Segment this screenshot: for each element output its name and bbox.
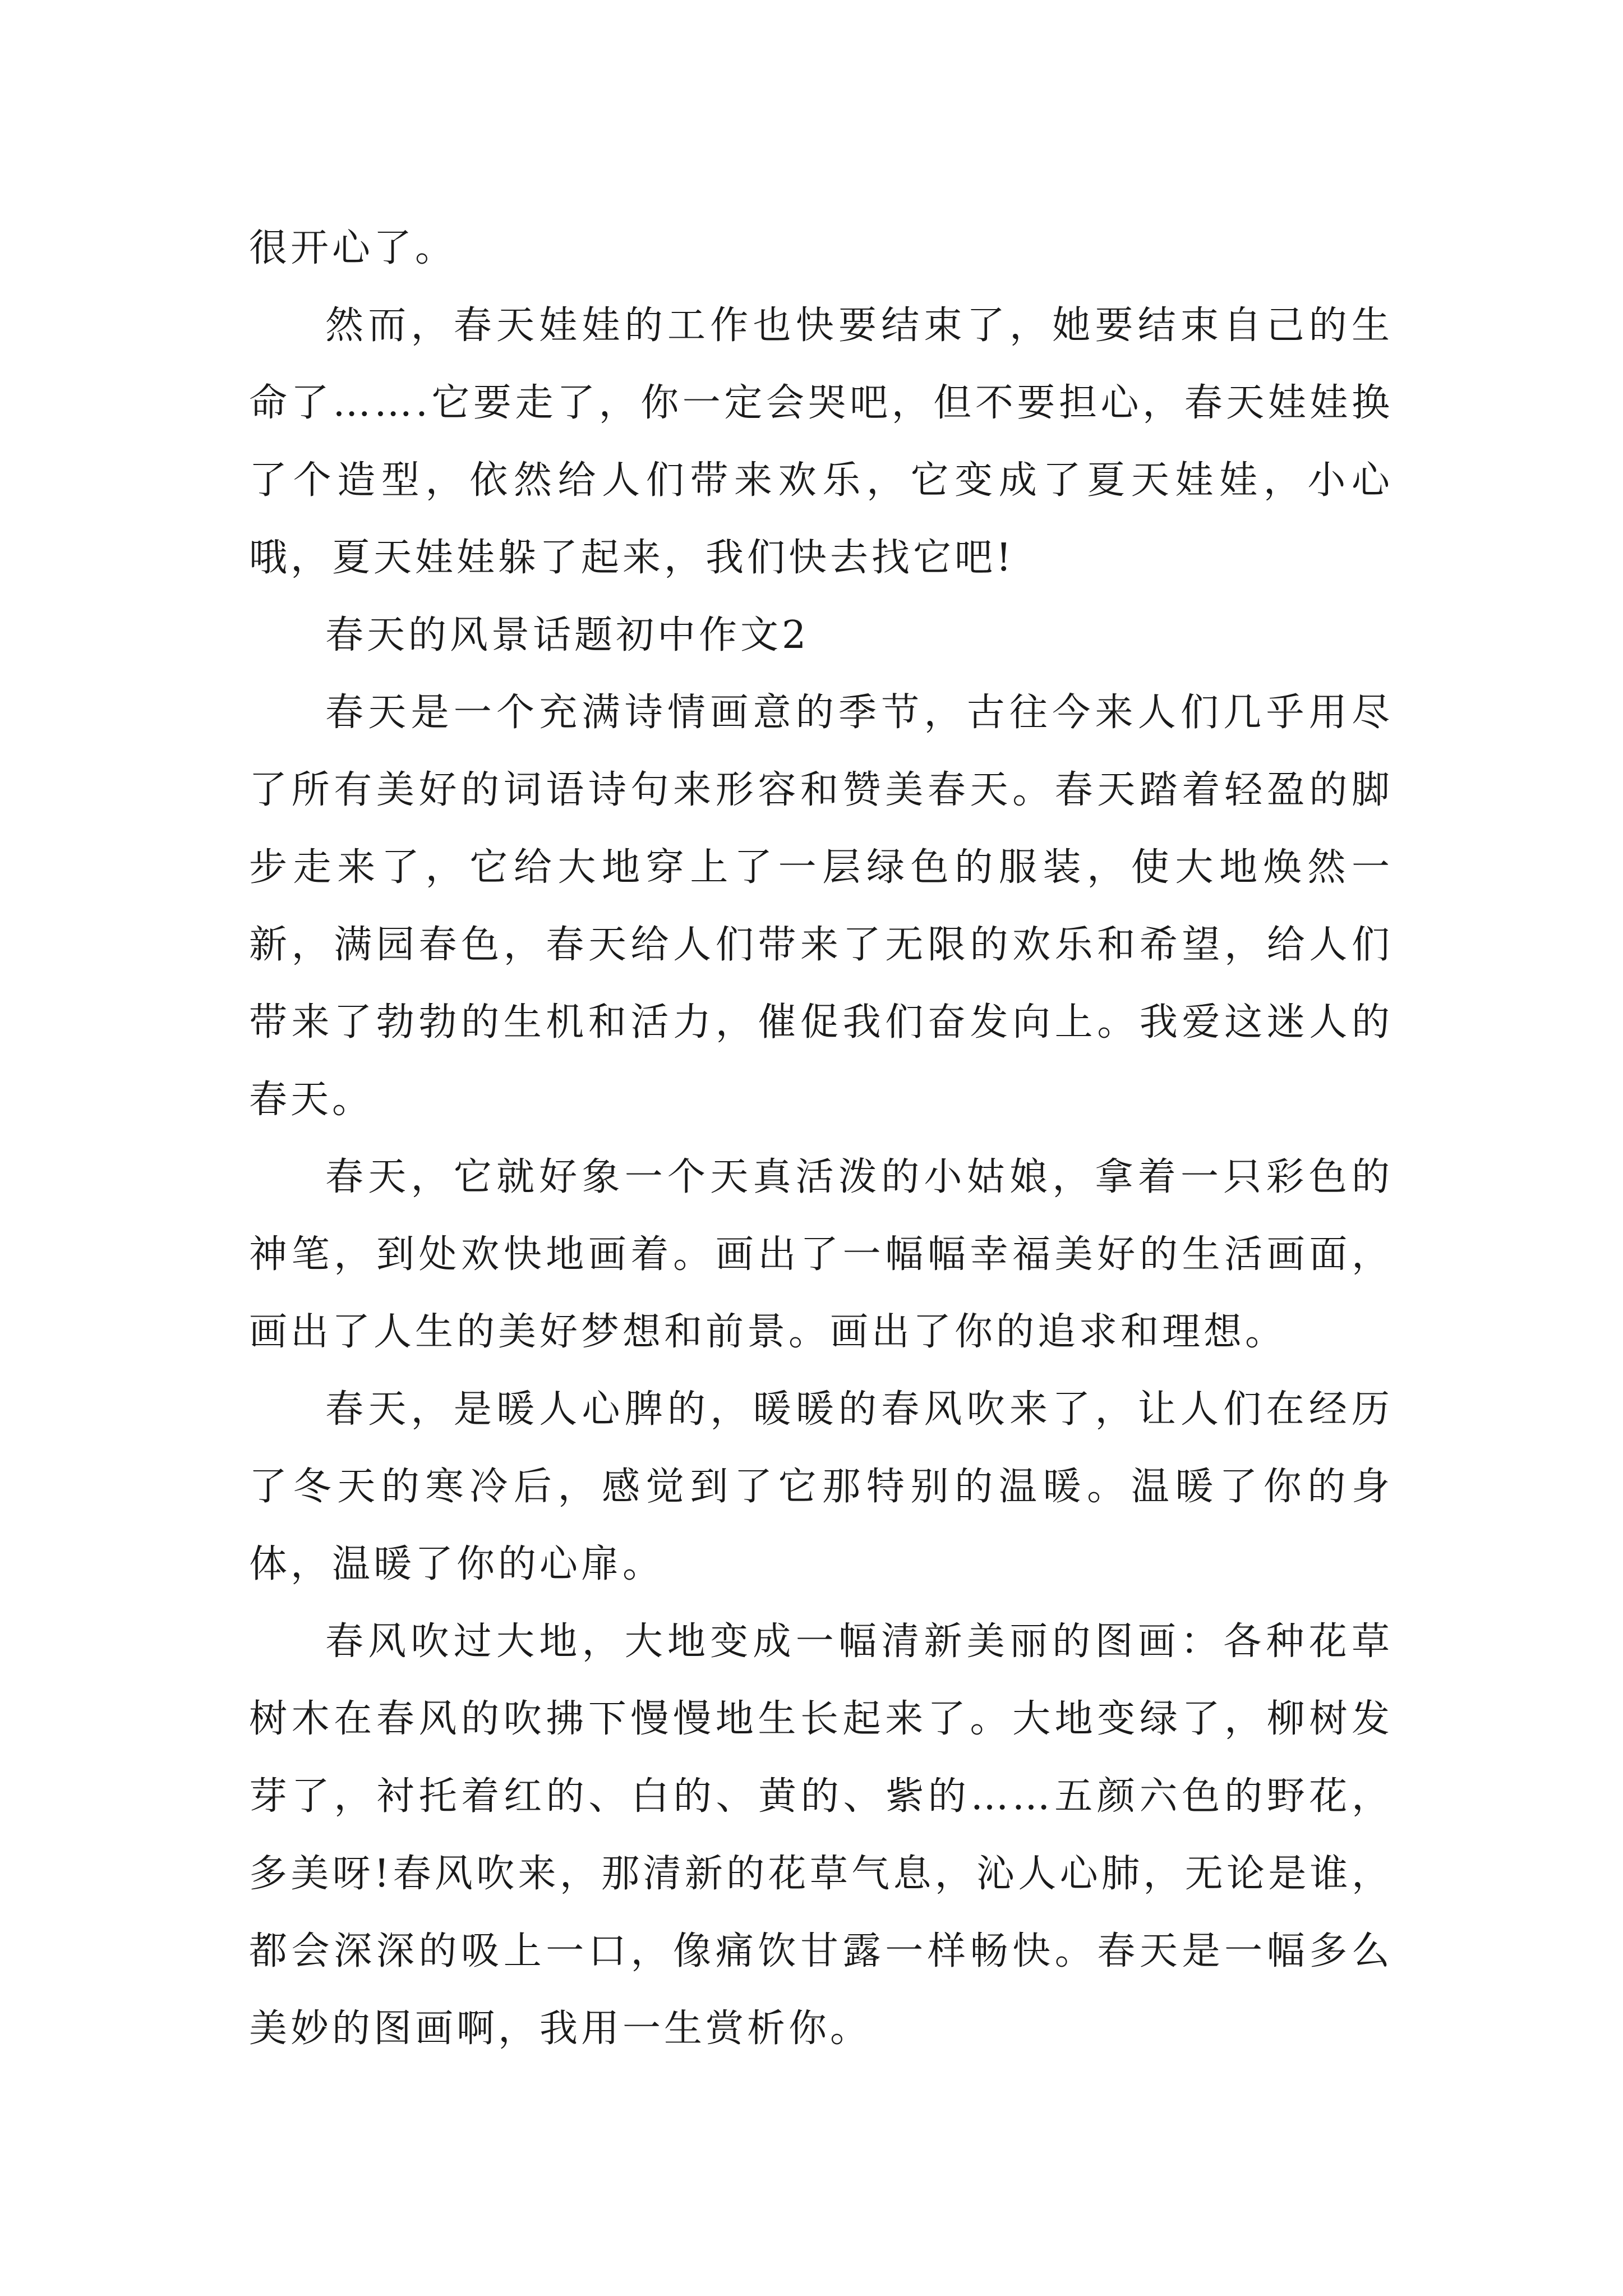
- document-body: [249, 210, 1393, 2068]
- paragraph-spring-poetic-season: 春天是一个充满诗情画意的季节，古往今来人们几乎用尽了所有美好的词语诗句来形容和赞美春天。春天踏着轻盈的脚步走来了，它给大地穿上了一层绿色的服装，使大地焕然一新，满园春色，春天给人们带来了无限的欢乐和希望，给人们带来了勃勃的生机和活力，催促我们奋发向上。我爱这迷人的春天。: [249, 691, 1393, 1122]
- paragraph-spring-breeze: 春风吹过大地，大地变成一幅清新美丽的图画：各种花草树木在春风的吹拂下慢慢地生长起来了。大地变绿了，柳树发芽了，衬托着红的、白的、黄的、紫的……五颜六色的野花，多美呀!春风吹来，那清新的花草气息，沁人心肺，无论是谁，都会深深的吸上一口，像痛饮甘露一样畅快。春天是一幅多么美妙的图画啊，我用一生赏析你。: [249, 1619, 1393, 2051]
- paragraph-spring-little-girl: 春天，它就好象一个天真活泼的小姑娘，拿着一只彩色的神笔，到处欢快地画着。画出了一幅幅幸福美好的生活画面，画出了人生的美好梦想和前景。画出了你的追求和理想。: [249, 1155, 1393, 1354]
- paragraph-continuation: 很开心了。: [249, 226, 457, 270]
- paragraph-spring-doll-ending: 然而，春天娃娃的工作也快要结束了，她要结束自己的生命了…….它要走了，你一定会哭吧，但不要担心，春天娃娃换了个造型，依然给人们带来欢乐，它变成了夏天娃娃，小心哦，夏天娃娃躲了起来，我们快去找它吧!: [249, 303, 1393, 580]
- essay-title: 春天的风景话题初中作文2: [325, 613, 810, 657]
- paragraph-spring-warmth: 春天，是暖人心脾的，暖暖的春风吹来了，让人们在经历了冬天的寒冷后，感觉到了它那特别的温暖。温暖了你的身体，温暖了你的心扉。: [249, 1387, 1393, 1586]
